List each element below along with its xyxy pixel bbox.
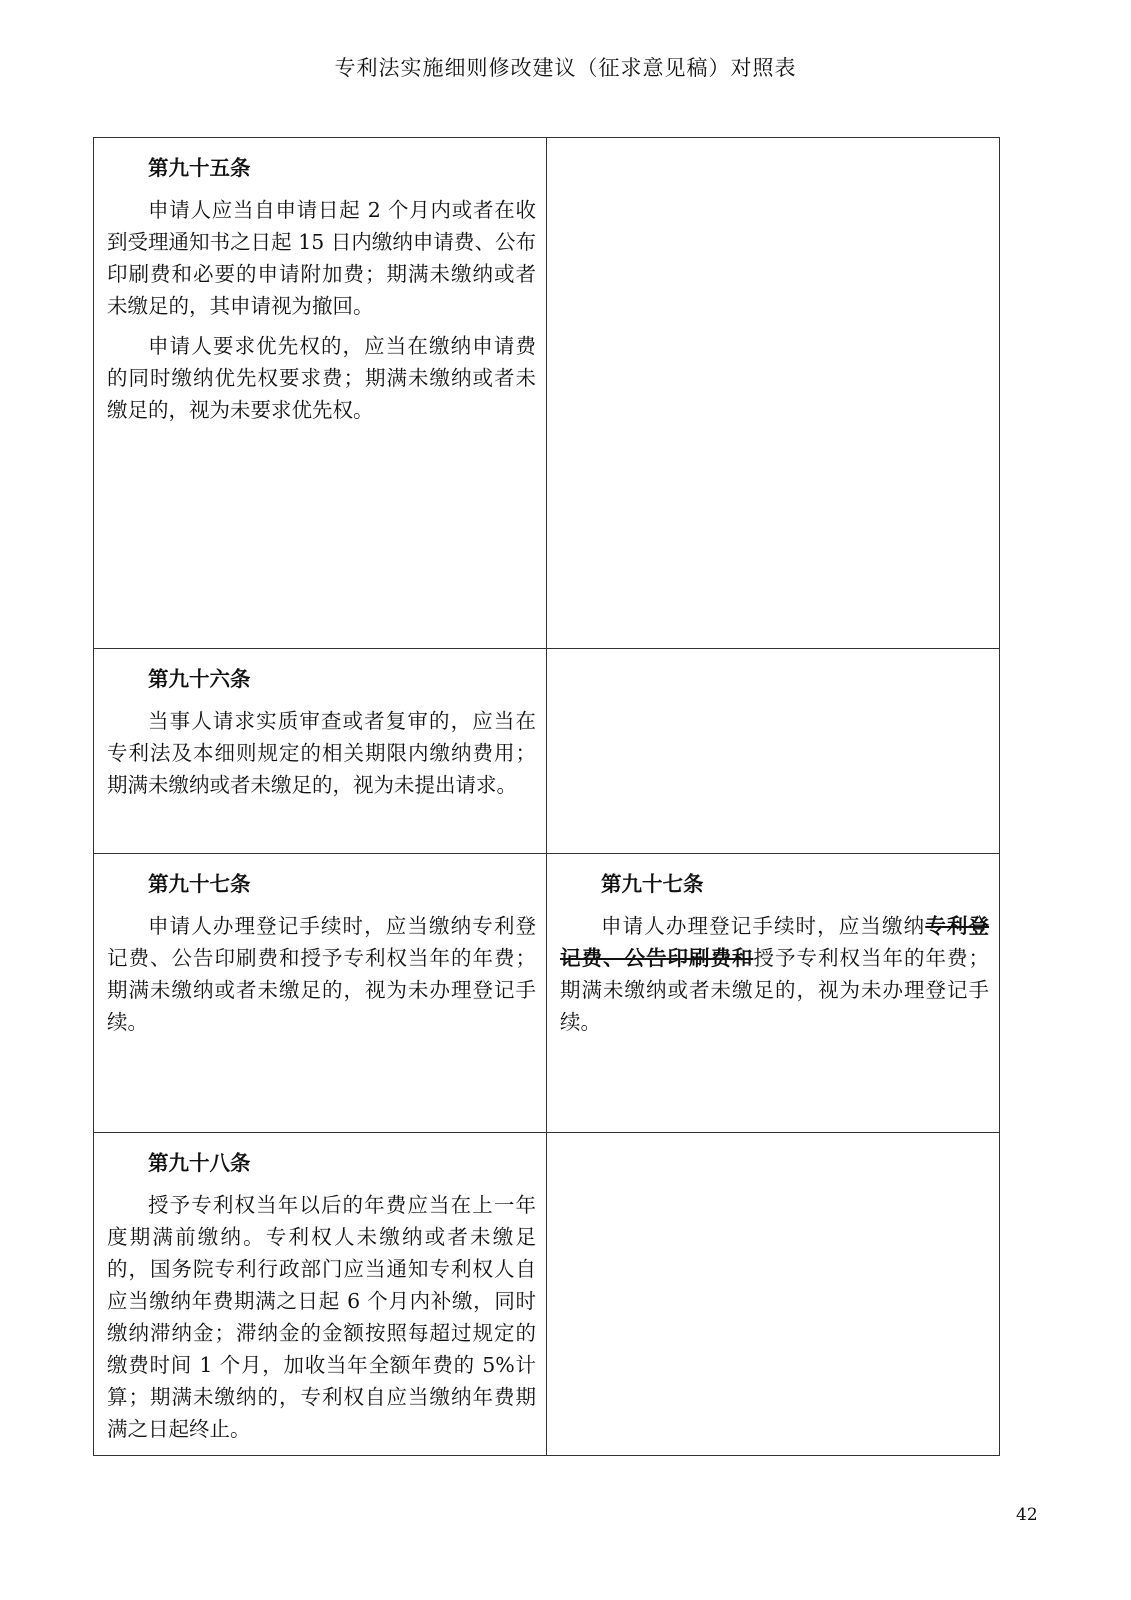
revised-text-cell — [547, 1133, 1000, 1456]
page-number: 42 — [1016, 1505, 1038, 1525]
article-title: 第九十八条 — [148, 1151, 251, 1175]
article-title: 第九十五条 — [148, 156, 251, 180]
comparison-table — [93, 137, 1000, 1456]
table-row — [94, 854, 1000, 1133]
table-row — [94, 1133, 1000, 1456]
article-title: 第九十七条 — [148, 872, 251, 896]
revised-text: 申请人办理登记手续时，应当缴纳 — [601, 914, 926, 938]
revised-text-cell — [547, 854, 1000, 1133]
revised-text: 授予专利权当年的年费；期满未缴纳或者未缴足的，视为未办理登记手续。 — [560, 946, 989, 1034]
original-text-cell — [94, 854, 547, 1133]
article-paragraph: 申请人应当自申请日起 2 个月内或者在收到受理通知书之日起 15 日内缴纳申请费、公布印刷费和必要的申请附加费；期满未缴纳或者未缴足的，其申请视为撤回。 — [107, 198, 536, 318]
original-text-cell — [94, 649, 547, 854]
article-title: 第九十六条 — [148, 667, 251, 691]
original-text-cell — [94, 138, 547, 649]
article-paragraph: 申请人办理登记手续时，应当缴纳专利登记费、公告印刷费和授予专利权当年的年费；期满未缴纳或者未缴足的，视为未办理登记手续。 — [107, 914, 536, 1034]
original-text-cell — [94, 1133, 547, 1456]
revised-text-cell — [547, 138, 1000, 649]
article-paragraph: 当事人请求实质审查或者复审的，应当在专利法及本细则规定的相关期限内缴纳费用；期满未缴纳或者未缴足的，视为未提出请求。 — [107, 709, 536, 797]
article-paragraph — [560, 910, 989, 1038]
article-title: 第九十七条 — [601, 872, 704, 896]
article-paragraph: 授予专利权当年以后的年费应当在上一年度期满前缴纳。专利权人未缴纳或者未缴足的，国务院专利行政部门应当通知专利权人自应当缴纳年费期满之日起 6 个月内补缴，同时缴纳滞纳金；滞纳金的金额按照每超过规定的缴费时间 1 个月，加收当年全额年费的 5%计算；期满未缴纳的，专利权自应当缴纳年费期满之日起终止。 — [107, 1193, 536, 1441]
deleted-text: 专利登记费、公告印刷费和 — [560, 914, 990, 970]
revised-text-cell — [547, 649, 1000, 854]
table-row — [94, 649, 1000, 854]
table-row — [94, 138, 1000, 649]
article-paragraph: 申请人要求优先权的，应当在缴纳申请费的同时缴纳优先权要求费；期满未缴纳或者未缴足的，视为未要求优先权。 — [107, 334, 536, 422]
page-header: 专利法实施细则修改建议（征求意见稿）对照表 — [334, 56, 797, 80]
